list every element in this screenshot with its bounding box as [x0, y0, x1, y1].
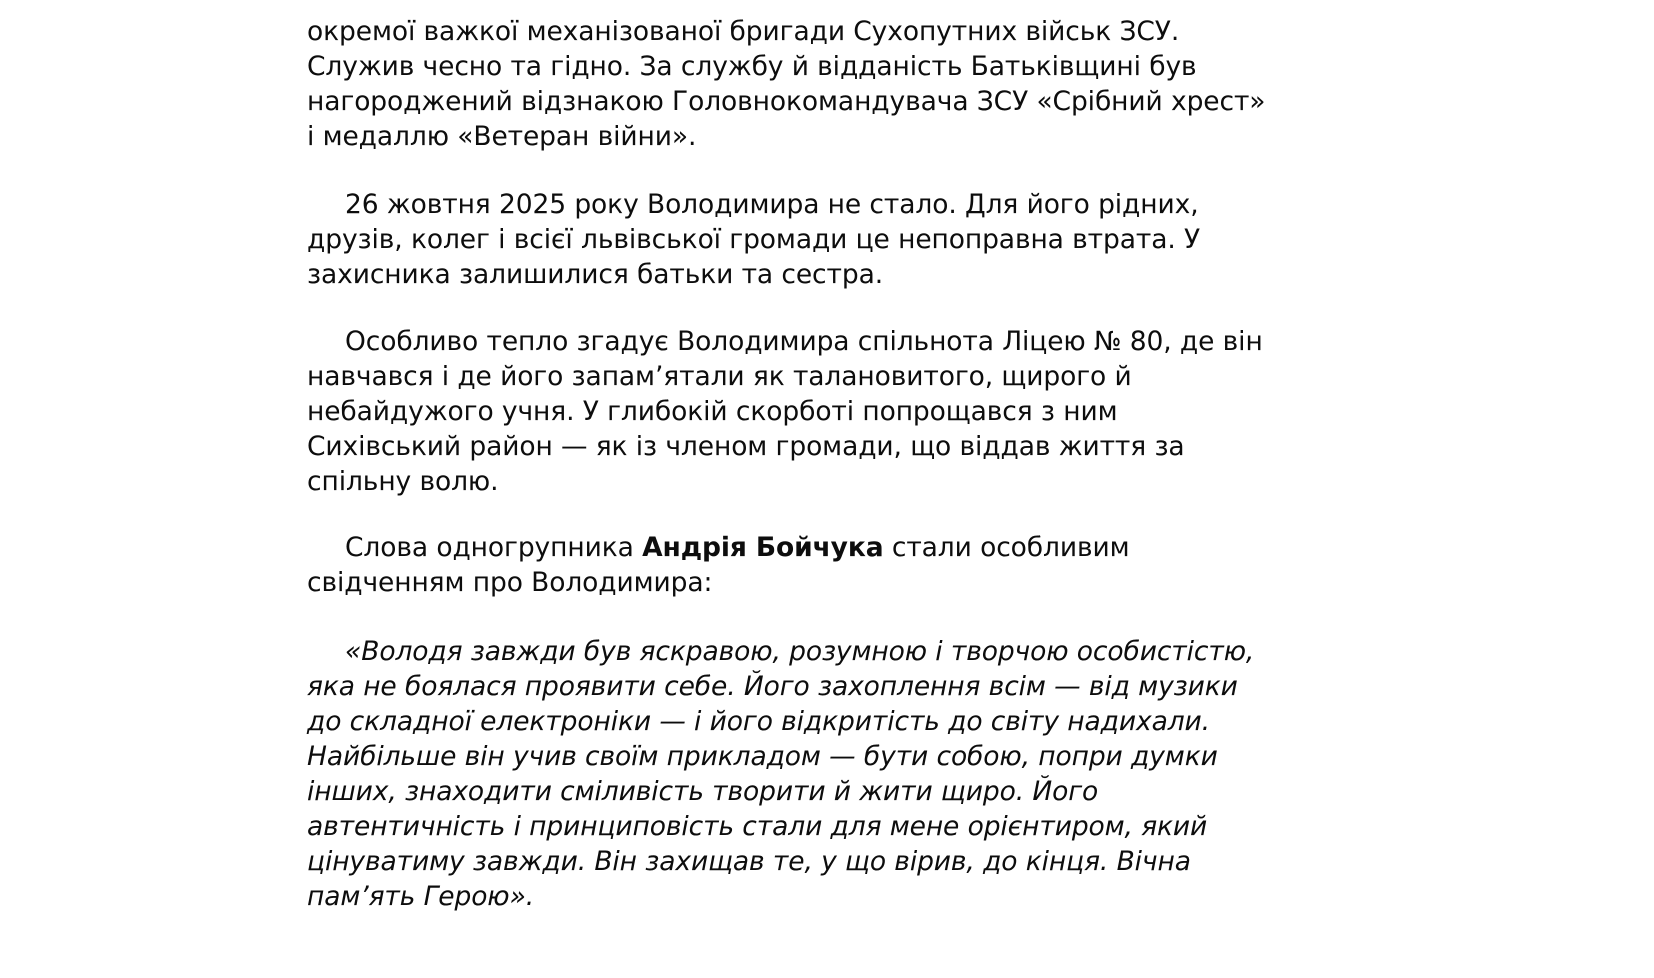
- paragraph-spacer: [307, 499, 1275, 530]
- classmate-name-bold: Андрія Бойчука: [642, 532, 884, 563]
- paragraph-classmate-intro: [307, 530, 1275, 600]
- paragraph-spacer: [307, 600, 1275, 634]
- classmate-intro-suffix: стали особливим свідченням про Володимира:: [307, 532, 1130, 598]
- paragraph-service-record: окремої важкої механізованої бригади Сухопутних військ ЗСУ. Служив чесно та гідно. За службу й відданість Батьківщині був нагороджений відзнакою Головнокомандувача ЗСУ «Срібний хрест» і медаллю «Ветеран війни».: [307, 16, 1266, 152]
- paragraph-quote-testimony: «Володя завжди був яскравою, розумною і творчою особистістю, яка не боялася проявити себе. Його захоплення всім — від музики до складної електроніки — і його відкритість до світу надихали. Найбільше він учив своїм прикладом — бути собою, попри думки інших, знаходити сміливість творити й жити щиро. Його автентичність і принциповість стали для мене орієнтиром, який цінуватиму завжди. Він захищав те, у що вірив, до кінця. Вічна пам’ять Герою».: [307, 636, 1255, 912]
- paragraph-lyceum-remembrance: Особливо тепло згадує Володимира спільнота Ліцею № 80, де він навчався і де його запам’ятали як талановитого, щирого й небайдужого учня. У глибокій скорботі попрощався з ним Сихівський район — як із членом громади, що віддав життя за спільну волю.: [307, 326, 1263, 497]
- paragraph-spacer: [307, 154, 1275, 187]
- paragraph-spacer: [307, 292, 1275, 324]
- classmate-intro-prefix: Слова одногрупника: [345, 532, 643, 563]
- paragraph-passing-notice: 26 жовтня 2025 року Володимира не стало. Для його рідних, друзів, колег і всієї львівської громади це непоправна втрата. У захисника залишилися батьки та сестра.: [307, 189, 1201, 290]
- text-column: [307, 0, 1275, 914]
